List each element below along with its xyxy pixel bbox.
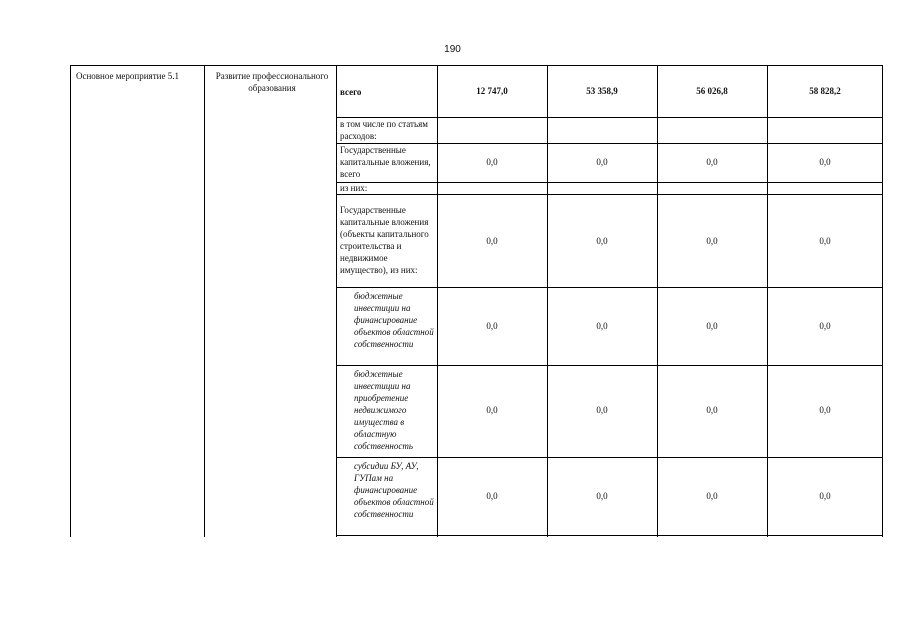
value-cell: 0,0: [706, 157, 718, 167]
value-cell: 56 026,8: [696, 86, 728, 96]
value-cell: 0,0: [819, 491, 831, 501]
value-cell: 0,0: [706, 321, 718, 331]
table-divider-col5: [547, 65, 548, 537]
value-cell: 53 358,9: [586, 86, 618, 96]
table-border-bottom: [336, 535, 883, 536]
value-cell: 0,0: [706, 491, 718, 501]
value-cell: 0,0: [486, 157, 498, 167]
row-divider: [336, 194, 883, 195]
value-cell: 0,0: [596, 321, 608, 331]
value-cell: 0,0: [596, 236, 608, 246]
row-divider: [336, 287, 883, 288]
value-cell: 0,0: [486, 405, 498, 415]
value-cell: 0,0: [819, 405, 831, 415]
value-cell: 0,0: [486, 321, 498, 331]
table-border-top: [70, 65, 883, 66]
row-label-of-which: из них:: [340, 183, 368, 193]
table-divider-col7: [767, 65, 768, 537]
table-divider-col4: [437, 65, 438, 537]
row-divider: [336, 457, 883, 458]
table-border-left: [70, 65, 71, 537]
value-cell: 0,0: [819, 321, 831, 331]
value-cell: 0,0: [819, 236, 831, 246]
value-cell: 0,0: [819, 157, 831, 167]
value-cell: 0,0: [596, 405, 608, 415]
row-label-capital-construction: Государственные капитальные вложения (объекты капитального строительства и недвижимое имущество), из них:: [340, 205, 429, 275]
table-divider-col3: [336, 65, 337, 537]
table-divider-col2: [204, 65, 205, 537]
row-label-subsidies: субсидии БУ, АУ, ГУПам на финансирование объектов областной собственности: [354, 461, 434, 519]
row-label-budget-investments-property: бюджетные инвестиции на приобретение недвижимого имущества в областную собственность: [354, 369, 413, 451]
row-label-capital-investment-total: Государственные капитальные вложения, всего: [340, 145, 431, 179]
value-cell: 0,0: [596, 491, 608, 501]
table-border-right: [882, 65, 883, 537]
row-label-breakdown: в том числе по статьям расходов:: [340, 119, 428, 141]
row-divider: [336, 365, 883, 366]
measure-title: Развитие профессионального образования: [215, 71, 329, 93]
page-number: 190: [444, 44, 461, 55]
row-label-budget-investments-objects: бюджетные инвестиции на финансирование объектов областной собственности: [354, 291, 434, 349]
value-cell: 0,0: [486, 491, 498, 501]
value-cell: 0,0: [706, 405, 718, 415]
value-cell: 0,0: [596, 157, 608, 167]
measure-name: Основное мероприятие 5.1: [76, 71, 179, 81]
value-cell: 0,0: [486, 236, 498, 246]
value-cell: 12 747,0: [476, 86, 508, 96]
row-label-total: всего: [340, 87, 362, 97]
value-cell: 58 828,2: [809, 86, 841, 96]
table-divider-col6: [657, 65, 658, 537]
value-cell: 0,0: [706, 236, 718, 246]
